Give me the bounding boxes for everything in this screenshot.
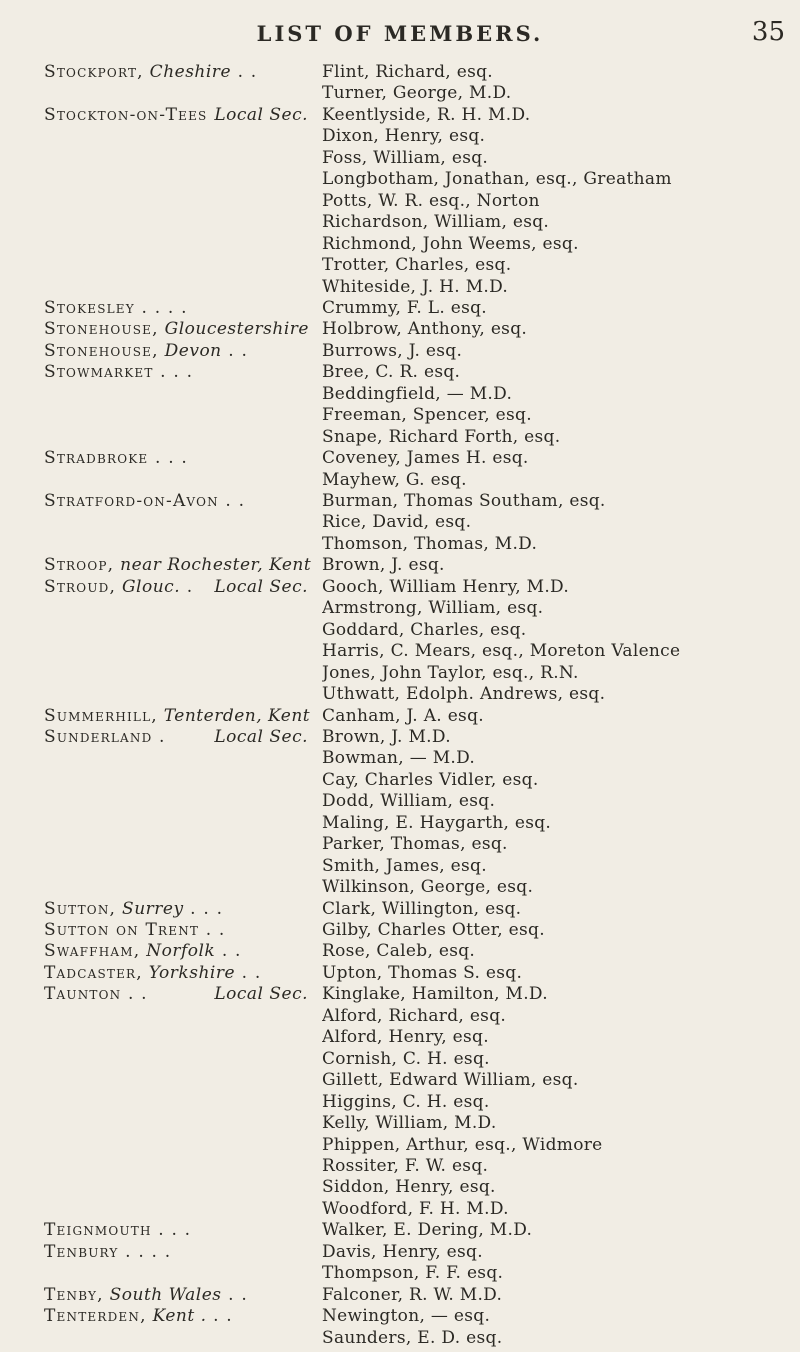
place-name (44, 191, 312, 215)
place-label: Stockton-on-Tees (44, 104, 208, 125)
member-name: Goddard, Charles, esq. (322, 619, 527, 640)
place-name (44, 491, 312, 515)
member-name: Jones, John Taylor, esq., R.N. (322, 662, 579, 683)
place-name (44, 105, 312, 129)
list-item (0, 706, 800, 730)
place-label: Stockport, (44, 62, 144, 82)
list-item (0, 1156, 800, 1180)
place-label: Stroop, (44, 555, 115, 576)
list-item (0, 1049, 800, 1073)
member-name: Gilby, Charles Otter, esq. (322, 920, 545, 940)
list-item (0, 984, 800, 1008)
running-title: LIST OF MEMBERS. (256, 21, 544, 46)
place-label: Stowmarket (44, 362, 154, 383)
list-item (0, 856, 800, 880)
list-item (0, 899, 800, 923)
place-name (44, 1156, 312, 1180)
place-label: Sutton on Trent (44, 920, 200, 940)
list-item (0, 83, 800, 107)
list-item (0, 62, 800, 86)
leader-dots: . (180, 576, 194, 597)
member-name: Gillett, Edward William, esq. (322, 1070, 579, 1091)
list-item (0, 1113, 800, 1137)
list-item (0, 877, 800, 901)
local-sec-label: Local Sec. (210, 577, 308, 597)
place-name (44, 663, 312, 687)
member-name: Harris, C. Mears, esq., Moreton Valence (322, 641, 681, 662)
place-name (44, 1092, 312, 1116)
member-name: Foss, William, esq. (322, 147, 489, 168)
member-name: Woodford, F. H. M.D. (322, 1198, 509, 1219)
list-item (0, 126, 800, 150)
place-name (44, 1263, 312, 1287)
member-name: Cornish, C. H. esq. (322, 1048, 490, 1069)
member-name: Falconer, R. W. M.D. (322, 1284, 503, 1305)
place-name (44, 748, 312, 772)
member-name: Armstrong, William, esq. (322, 598, 544, 619)
place-name (44, 534, 312, 558)
place-name (44, 963, 312, 987)
place-name (44, 856, 312, 880)
leader-dots: . . (221, 340, 249, 361)
place-name (44, 448, 312, 472)
place-name (44, 1027, 312, 1051)
list-item (0, 1070, 800, 1094)
place-name (44, 341, 312, 365)
place-name (44, 770, 312, 794)
place-name (44, 920, 312, 944)
place-label: Tadcaster, (44, 962, 143, 983)
place-name (44, 1199, 312, 1223)
leader-dots: . . (199, 920, 226, 940)
place-label: Stonehouse, (44, 319, 159, 340)
county-label: Gloucestershire (158, 319, 309, 340)
list-item (0, 834, 800, 858)
member-name: Phippen, Arthur, esq., Widmore (322, 1134, 603, 1155)
list-item (0, 534, 800, 558)
leader-dots: . . (231, 62, 258, 82)
member-name: Crummy, F. L. esq. (322, 297, 487, 318)
place-name (44, 277, 312, 301)
place-name (44, 470, 312, 494)
member-name: Kelly, William, M.D. (322, 1113, 497, 1134)
member-name: Flint, Richard, esq. (322, 62, 493, 82)
list-item (0, 1328, 800, 1352)
member-name: Davis, Henry, esq. (322, 1241, 483, 1262)
county-label: Cheshire (143, 62, 231, 82)
place-name (44, 1328, 312, 1352)
leader-dots: . . . (153, 362, 194, 383)
list-item (0, 169, 800, 193)
list-item (0, 512, 800, 536)
list-item (0, 191, 800, 215)
list-item (0, 448, 800, 472)
leader-dots: . . . . (134, 297, 188, 318)
place-name (44, 1049, 312, 1073)
place-label: Swaffham, (44, 941, 141, 962)
list-item (0, 470, 800, 494)
leader-dots: . . (121, 984, 148, 1005)
member-name: Bowman, — M.D. (322, 748, 476, 769)
member-name: Parker, Thomas, esq. (322, 834, 508, 855)
place-name (44, 834, 312, 858)
list-item (0, 1177, 800, 1201)
list-item (0, 427, 800, 451)
leader-dots: . . (215, 941, 242, 962)
local-sec-label: Local Sec. (210, 727, 308, 747)
place-name (44, 877, 312, 901)
place-name (44, 83, 312, 107)
county-label: Devon (158, 340, 222, 361)
list-item (0, 770, 800, 794)
member-name: Brown, J. esq. (322, 555, 445, 576)
place-name (44, 512, 312, 536)
place-name (44, 641, 312, 665)
place-name (44, 384, 312, 408)
list-item (0, 362, 800, 386)
list-item (0, 663, 800, 687)
place-name (44, 1070, 312, 1094)
member-name: Burman, Thomas Southam, esq. (322, 491, 606, 511)
place-label: Taunton (44, 984, 122, 1005)
county-label: South Wales (103, 1284, 222, 1305)
list-item (0, 405, 800, 429)
leader-dots: . . (235, 962, 262, 983)
member-name: Saunders, E. D. esq. (322, 1327, 503, 1348)
list-item (0, 727, 800, 751)
list-item (0, 641, 800, 665)
county-label: Yorkshire (142, 962, 236, 983)
list-item (0, 491, 800, 515)
leader-dots: . . . (148, 448, 189, 469)
list-item (0, 1092, 800, 1116)
place-name (44, 620, 312, 644)
list-item (0, 212, 800, 236)
member-name: Rossiter, F. W. esq. (322, 1155, 489, 1176)
member-name: Thomson, Thomas, M.D. (322, 533, 538, 554)
member-name: Cay, Charles Vidler, esq. (322, 769, 539, 790)
place-name (44, 427, 312, 451)
place-label: Sunderland (44, 726, 153, 747)
county-label: Norfolk (140, 941, 216, 962)
member-name: Freeman, Spencer, esq. (322, 405, 532, 426)
place-label: Stradbroke (44, 448, 149, 469)
place-label: Tenterden, (44, 1306, 147, 1327)
list-item (0, 555, 800, 579)
list-item (0, 813, 800, 837)
place-name (44, 298, 312, 322)
place-name (44, 706, 312, 730)
place-label: Tenbury (44, 1241, 119, 1262)
member-name: Dixon, Henry, esq. (322, 126, 486, 147)
member-name: Thompson, F. F. esq. (322, 1263, 504, 1284)
place-name (44, 984, 312, 1008)
member-name: Whiteside, J. H. M.D. (322, 276, 509, 297)
member-name: Brown, J. M.D. (322, 726, 451, 747)
page-number: 35 (751, 17, 785, 47)
member-name: Keentlyside, R. H. M.D. (322, 104, 531, 125)
place-name (44, 577, 312, 601)
place-name (44, 405, 312, 429)
member-name: Trotter, Charles, esq. (322, 255, 512, 276)
leader-dots: . . (221, 1284, 248, 1305)
leader-dots: . (152, 726, 166, 747)
member-name: Dodd, William, esq. (322, 791, 496, 812)
place-label: Tenby, (44, 1284, 104, 1305)
place-label: Teignmouth (44, 1220, 152, 1241)
list-item (0, 234, 800, 258)
member-name: Walker, E. Dering, M.D. (322, 1220, 533, 1241)
list-item (0, 1006, 800, 1030)
member-name: Kinglake, Hamilton, M.D. (322, 984, 548, 1005)
place-name (44, 1306, 312, 1330)
member-name: Longbotham, Jonathan, esq., Greatham (322, 169, 672, 190)
member-name: Mayhew, G. esq. (322, 469, 467, 490)
county-label: Glouc. (116, 576, 181, 597)
place-name (44, 1285, 312, 1309)
member-name: Smith, James, esq. (322, 855, 487, 876)
place-name (44, 1113, 312, 1137)
place-name (44, 212, 312, 236)
place-name (44, 362, 312, 386)
member-name: Holbrow, Anthony, esq. (322, 319, 528, 340)
place-name (44, 684, 312, 708)
list-item (0, 384, 800, 408)
member-name: Siddon, Henry, esq. (322, 1177, 496, 1198)
list-item (0, 105, 800, 129)
place-name (44, 813, 312, 837)
member-name: Newington, — esq. (322, 1306, 491, 1327)
member-name: Bree, C. R. esq. (322, 362, 461, 383)
leader-dots: . . . (151, 1220, 192, 1241)
list-item (0, 963, 800, 987)
member-name: Potts, W. R. esq., Norton (322, 190, 540, 211)
place-label: Stonehouse, (44, 340, 159, 361)
place-label: Sutton, (44, 898, 117, 919)
county-label: Kent . (146, 1306, 207, 1327)
list-item (0, 1263, 800, 1287)
place-name (44, 1220, 312, 1244)
county-label: Surrey (116, 898, 184, 919)
list-item (0, 341, 800, 365)
member-name: Rose, Caleb, esq. (322, 941, 476, 962)
place-name (44, 941, 312, 965)
place-name (44, 899, 312, 923)
member-name: Richmond, John Weems, esq. (322, 233, 579, 254)
leader-dots: . . (218, 491, 246, 511)
member-name: Burrows, J. esq. (322, 340, 463, 361)
place-name (44, 1135, 312, 1159)
member-name: Turner, George, M.D. (322, 83, 512, 104)
place-name (44, 1177, 312, 1201)
place-label: Summerhill, (44, 705, 158, 726)
list-item (0, 255, 800, 279)
place-label: Stokesley (44, 297, 135, 318)
list-item (0, 1285, 800, 1309)
place-label: Stratford-on-Avon (44, 491, 219, 511)
leader-dots: . . (206, 1306, 233, 1327)
local-sec-label: Local Sec. (210, 984, 308, 1004)
place-name (44, 62, 312, 86)
member-name: Alford, Richard, esq. (322, 1005, 507, 1026)
list-item (0, 941, 800, 965)
list-item (0, 1135, 800, 1159)
member-name: Rice, David, esq. (322, 512, 472, 533)
list-item (0, 748, 800, 772)
leader-dots: . . . . (118, 1241, 172, 1262)
place-name (44, 598, 312, 622)
place-name (44, 319, 312, 343)
list-item (0, 684, 800, 708)
list-item (0, 1199, 800, 1223)
list-item (0, 298, 800, 322)
local-sec-label: Local Sec. (210, 105, 308, 125)
list-item (0, 577, 800, 601)
list-item (0, 1242, 800, 1266)
member-name: Clark, Willington, esq. (322, 898, 522, 919)
place-name (44, 148, 312, 172)
list-item (0, 1306, 800, 1330)
county-label: near Rochester, Kent (114, 555, 312, 576)
member-name: Upton, Thomas S. esq. (322, 962, 523, 983)
list-item (0, 1027, 800, 1051)
county-label: Tenterden, Kent (157, 705, 311, 726)
member-name: Alford, Henry, esq. (322, 1027, 489, 1048)
list-item (0, 791, 800, 815)
list-item (0, 1220, 800, 1244)
member-name: Wilkinson, George, esq. (322, 877, 534, 898)
member-name: Maling, E. Haygarth, esq. (322, 812, 552, 833)
place-name (44, 1006, 312, 1030)
member-name: Coveney, James H. esq. (322, 448, 529, 469)
member-name: Beddingfield, — M.D. (322, 383, 513, 404)
leader-dots: . . . (183, 898, 224, 919)
list-item (0, 620, 800, 644)
list-item (0, 598, 800, 622)
member-name: Snape, Richard Forth, esq. (322, 426, 561, 447)
member-name: Higgins, C. H. esq. (322, 1091, 490, 1112)
place-name (44, 169, 312, 193)
member-name: Canham, J. A. esq. (322, 705, 484, 726)
place-label: Stroud, (44, 576, 117, 597)
member-name: Richardson, William, esq. (322, 212, 550, 233)
list-item (0, 277, 800, 301)
list-item (0, 319, 800, 343)
place-name (44, 555, 312, 579)
member-name: Uthwatt, Edolph. Andrews, esq. (322, 684, 606, 705)
place-name (44, 727, 312, 751)
place-name (44, 255, 312, 279)
list-item (0, 920, 800, 944)
member-name: Gooch, William Henry, M.D. (322, 576, 570, 597)
place-name (44, 126, 312, 150)
place-name (44, 791, 312, 815)
place-name (44, 234, 312, 258)
list-item (0, 148, 800, 172)
place-name (44, 1242, 312, 1266)
